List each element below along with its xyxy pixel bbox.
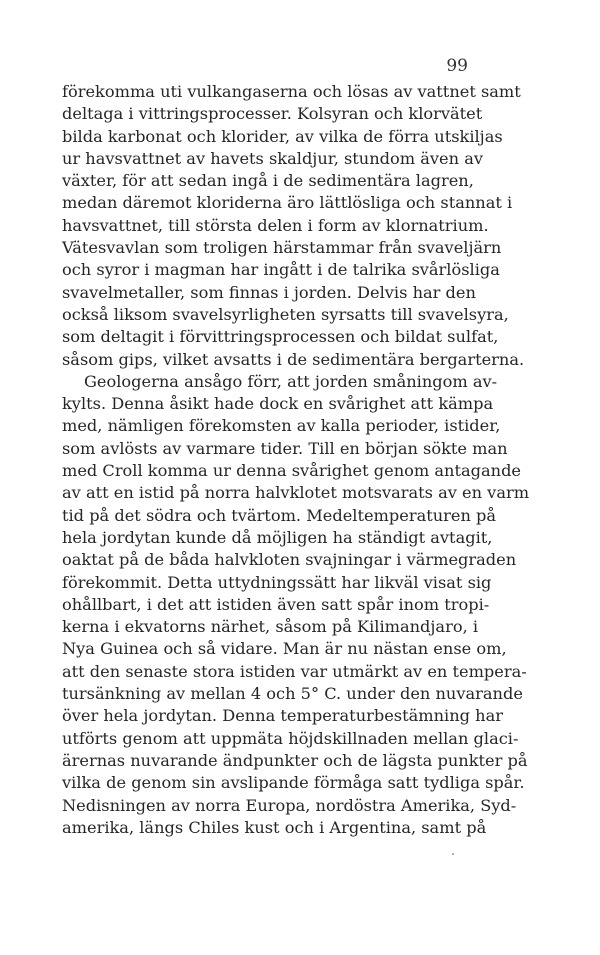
text-line: hela jordytan kunde då möjligen ha ständigt avtagit, <box>62 527 493 547</box>
text-line: kylts. Denna åsikt hade dock en svårighet att kämpa <box>62 394 494 414</box>
text-line: utförts genom att uppmäta höjdskillnaden mellan glaci- <box>62 728 519 748</box>
text-line: också liksom svavelsyrligheten syrsatts till svavelsyra, <box>62 304 509 324</box>
text-line: ohållbart, i det att istiden även satt spår inom tropi- <box>62 594 490 614</box>
text-line: tid på det södra och tvärtom. Medeltemperaturen på <box>62 505 497 525</box>
text-line: kerna i ekvatorns närhet, såsom på Kilimandjaro, i <box>62 617 479 637</box>
text-line: bilda karbonat och klorider, av vilka de förra utskiljas <box>62 126 503 146</box>
text-line: växter, för att sedan ingå i de sedimentära lagren, <box>62 171 474 191</box>
text-line: med Croll komma ur denna svårighet genom antagande <box>62 461 522 481</box>
text-line: Vätesvavlan som troligen härstammar från svaveljärn <box>62 238 502 258</box>
text-line: Nya Guinea och så vidare. Man är nu nästan ense om, <box>62 639 507 659</box>
page-number: 99 <box>446 56 468 76</box>
text-line: med, nämligen förekomsten av kalla perioder, istider, <box>62 416 501 436</box>
text-line: och syror i magman har ingått i de talrika svårlösliga <box>62 260 500 280</box>
text-line: av att en istid på norra halvklotet motsvarats av en varm <box>62 483 530 503</box>
text-line: medan däremot kloriderna äro lättlösliga och stannat i <box>62 193 513 213</box>
text-line: såsom gips, vilket avsatts i de sedimentära bergarterna. <box>62 349 525 369</box>
text-line: förekommit. Detta uttydningssätt har likväl visat sig <box>62 572 492 592</box>
text-line: havsvattnet, till största delen i form av klornatrium. <box>62 215 489 235</box>
body-text <box>62 81 530 839</box>
text-line: Nedisningen av norra Europa, nordöstra Amerika, Syd- <box>62 795 517 815</box>
paper-speck <box>452 853 454 855</box>
text-line: oaktat på de båda halvkloten svajningar i värmegraden <box>62 550 517 570</box>
text-line: vilka de genom sin avslipande förmåga satt tydliga spår. <box>62 773 525 793</box>
text-line: som avlösts av varmare tider. Till en början sökte man <box>62 438 508 458</box>
text-line: över hela jordytan. Denna temperaturbestämning har <box>62 706 503 726</box>
text-line: ur havsvattnet av havets skaldjur, stundom även av <box>62 148 484 168</box>
text-line: Geologerna ansågo förr, att jorden småningom av- <box>84 371 498 391</box>
text-line: som deltagit i förvittringsprocessen och bildat sulfat, <box>62 327 499 347</box>
text-line: förekomma uti vulkangaserna och lösas av vattnet samt <box>62 82 521 101</box>
text-line: ärernas nuvarande ändpunkter och de lägsta punkter på <box>62 750 528 770</box>
text-line: amerika, längs Chiles kust och i Argentina, samt på <box>62 817 487 837</box>
text-line: deltaga i vittringsprocesser. Kolsyran och klorvätet <box>62 104 483 124</box>
text-line: svavelmetaller, som finnas i jorden. Delvis har den <box>62 282 476 302</box>
text-line: tursänkning av mellan 4 och 5° C. under den nuvarande <box>62 684 523 704</box>
text-line: att den senaste stora istiden var utmärkt av en tempera- <box>62 661 527 681</box>
